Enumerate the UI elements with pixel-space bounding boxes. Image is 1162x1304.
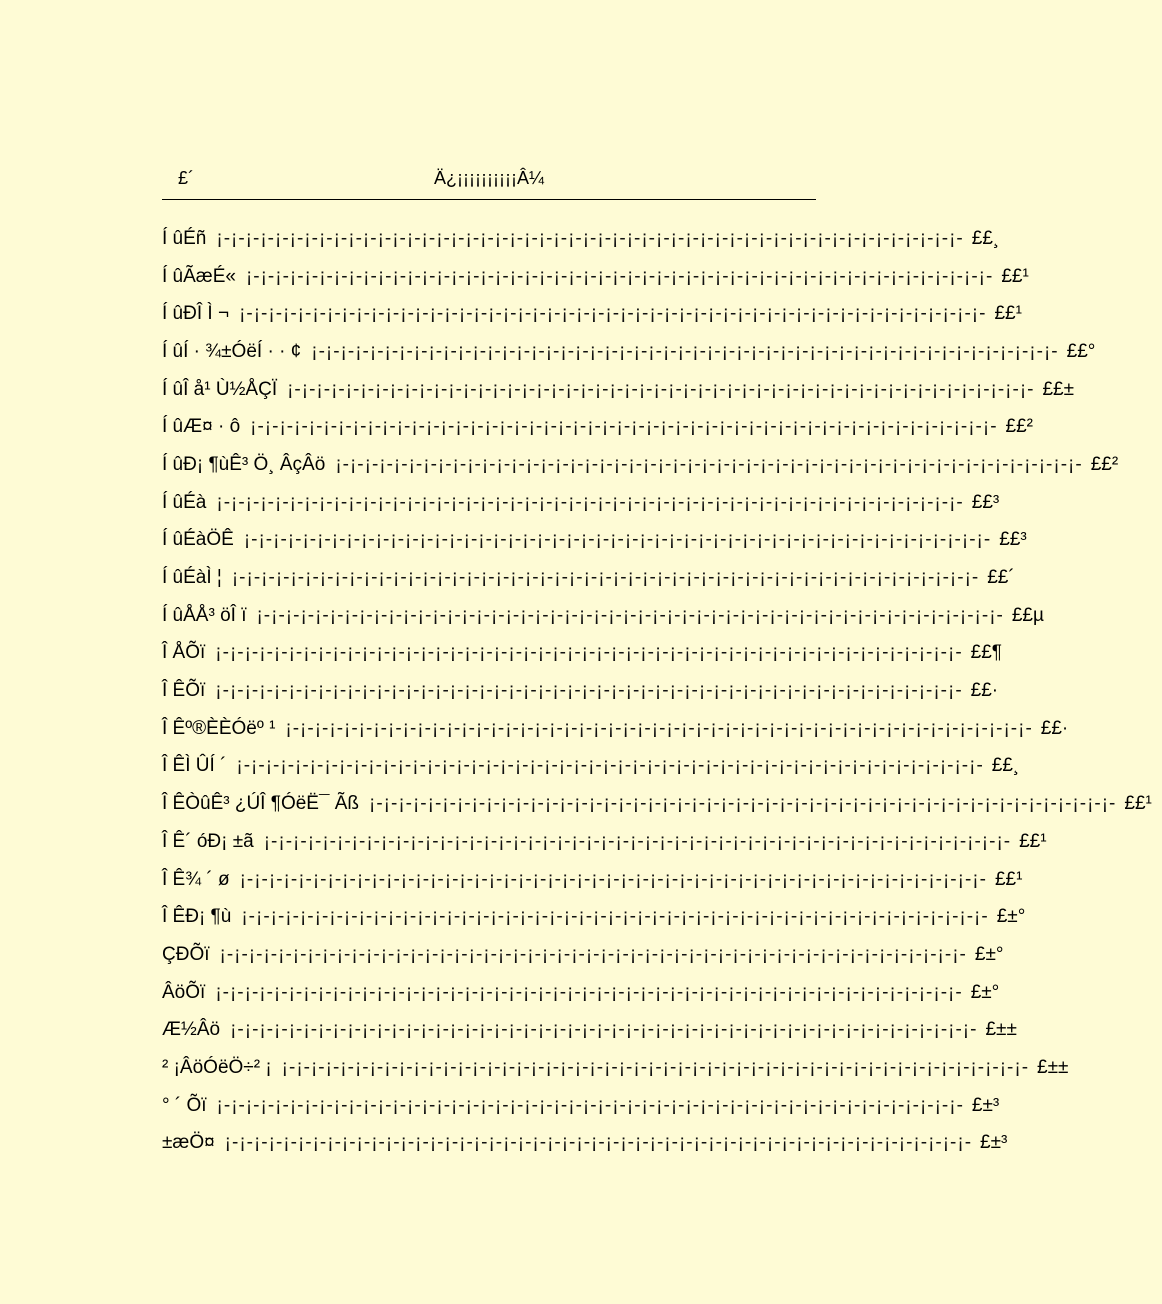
toc-leader: ¡-¡-¡-¡-¡-¡-¡-¡-¡-¡-¡-¡-¡-¡-¡-¡-¡-¡-¡-¡-¡-¡-¡-¡-¡-¡-¡-¡-¡-¡-¡-¡-¡-¡-¡-¡-¡-¡-¡-¡-¡-¡-¡-¡-¡-¡-¡-¡-¡-¡-¡- <box>263 830 1012 852</box>
toc-leader: ¡-¡-¡-¡-¡-¡-¡-¡-¡-¡-¡-¡-¡-¡-¡-¡-¡-¡-¡-¡-¡-¡-¡-¡-¡-¡-¡-¡-¡-¡-¡-¡-¡-¡-¡-¡-¡-¡-¡-¡-¡-¡-¡-¡-¡-¡-¡-¡-¡-¡-¡- <box>230 1019 978 1041</box>
toc-entry-page: ££¹ <box>1019 830 1047 852</box>
toc-entry <box>162 974 1000 1012</box>
toc-entry <box>162 371 1075 409</box>
toc-entry <box>162 672 999 710</box>
toc-entry-page: £±° <box>996 906 1026 928</box>
toc-leader: ¡-¡-¡-¡-¡-¡-¡-¡-¡-¡-¡-¡-¡-¡-¡-¡-¡-¡-¡-¡-¡-¡-¡-¡-¡-¡-¡-¡-¡-¡-¡-¡-¡-¡-¡-¡-¡-¡-¡-¡-¡-¡-¡-¡-¡-¡-¡-¡-¡-¡-¡- <box>335 453 1083 475</box>
toc-entry <box>162 1011 1017 1049</box>
toc-entry <box>162 522 1027 560</box>
toc-entry-page: £±³ <box>980 1132 1008 1154</box>
toc-entry-title: ° ´ Õï <box>162 1094 207 1116</box>
toc-entry-title: Í ûÐ¡ ¶ùÊ³ Ö¸ ÂçÂö <box>162 453 326 475</box>
toc-leader: ¡-¡-¡-¡-¡-¡-¡-¡-¡-¡-¡-¡-¡-¡-¡-¡-¡-¡-¡-¡-¡-¡-¡-¡-¡-¡-¡-¡-¡-¡-¡-¡-¡-¡-¡-¡-¡-¡-¡-¡-¡-¡-¡-¡-¡-¡-¡-¡-¡-¡-¡- <box>239 303 987 325</box>
toc-entry <box>162 785 1152 823</box>
toc-entry-title: ±æÖ¤ <box>162 1132 215 1154</box>
toc-entry <box>162 861 1023 899</box>
toc-leader: ¡-¡-¡-¡-¡-¡-¡-¡-¡-¡-¡-¡-¡-¡-¡-¡-¡-¡-¡-¡-¡-¡-¡-¡-¡-¡-¡-¡-¡-¡-¡-¡-¡-¡-¡-¡-¡-¡-¡-¡-¡-¡-¡-¡-¡-¡-¡-¡-¡-¡-¡- <box>215 680 963 702</box>
toc-entry-page: £±± <box>1037 1056 1069 1078</box>
toc-entry-title: Í ûÅÅ³ öÎ ï <box>162 604 247 626</box>
header-rule <box>162 199 816 200</box>
toc-leader: ¡-¡-¡-¡-¡-¡-¡-¡-¡-¡-¡-¡-¡-¡-¡-¡-¡-¡-¡-¡-¡-¡-¡-¡-¡-¡-¡-¡-¡-¡-¡-¡-¡-¡-¡-¡-¡-¡-¡-¡-¡-¡-¡-¡-¡-¡-¡-¡-¡-¡-¡- <box>256 604 1004 626</box>
toc-leader: ¡-¡-¡-¡-¡-¡-¡-¡-¡-¡-¡-¡-¡-¡-¡-¡-¡-¡-¡-¡-¡-¡-¡-¡-¡-¡-¡-¡-¡-¡-¡-¡-¡-¡-¡-¡-¡-¡-¡-¡-¡-¡-¡-¡-¡-¡-¡-¡-¡-¡-¡- <box>216 1094 964 1116</box>
toc-entry-page: £±± <box>985 1019 1017 1041</box>
toc-entry <box>162 446 1119 484</box>
toc-entry-page: ££µ <box>1011 604 1044 626</box>
toc-entry-title: Î ÊÒûÊ³ ¿ÚÎ ¶ÓëË¯ Ãß <box>162 793 360 815</box>
toc-leader: ¡-¡-¡-¡-¡-¡-¡-¡-¡-¡-¡-¡-¡-¡-¡-¡-¡-¡-¡-¡-¡-¡-¡-¡-¡-¡-¡-¡-¡-¡-¡-¡-¡-¡-¡-¡-¡-¡-¡-¡-¡-¡-¡-¡-¡-¡-¡-¡-¡-¡-¡- <box>216 227 964 249</box>
toc-entry <box>162 1087 1000 1125</box>
toc-leader: ¡-¡-¡-¡-¡-¡-¡-¡-¡-¡-¡-¡-¡-¡-¡-¡-¡-¡-¡-¡-¡-¡-¡-¡-¡-¡-¡-¡-¡-¡-¡-¡-¡-¡-¡-¡-¡-¡-¡-¡-¡-¡-¡-¡-¡-¡-¡-¡-¡-¡-¡- <box>239 868 987 890</box>
toc-entry <box>162 295 1022 333</box>
toc-entry-page: ££³ <box>999 529 1027 551</box>
toc-leader: ¡-¡-¡-¡-¡-¡-¡-¡-¡-¡-¡-¡-¡-¡-¡-¡-¡-¡-¡-¡-¡-¡-¡-¡-¡-¡-¡-¡-¡-¡-¡-¡-¡-¡-¡-¡-¡-¡-¡-¡-¡-¡-¡-¡-¡-¡-¡-¡-¡-¡-¡- <box>241 906 989 928</box>
toc-leader: ¡-¡-¡-¡-¡-¡-¡-¡-¡-¡-¡-¡-¡-¡-¡-¡-¡-¡-¡-¡-¡-¡-¡-¡-¡-¡-¡-¡-¡-¡-¡-¡-¡-¡-¡-¡-¡-¡-¡-¡-¡-¡-¡-¡-¡-¡-¡-¡-¡-¡-¡- <box>369 793 1117 815</box>
toc-entry-page: ££¸ <box>971 227 1000 249</box>
toc-entry-title: Î ÊÐ¡ ¶ù <box>162 906 232 928</box>
toc-entry-title: ² ¡ÂöÓëÖ÷² ¡ <box>162 1056 272 1078</box>
toc-leader: ¡-¡-¡-¡-¡-¡-¡-¡-¡-¡-¡-¡-¡-¡-¡-¡-¡-¡-¡-¡-¡-¡-¡-¡-¡-¡-¡-¡-¡-¡-¡-¡-¡-¡-¡-¡-¡-¡-¡-¡-¡-¡-¡-¡-¡-¡-¡-¡-¡-¡-¡- <box>287 378 1035 400</box>
toc-leader: ¡-¡-¡-¡-¡-¡-¡-¡-¡-¡-¡-¡-¡-¡-¡-¡-¡-¡-¡-¡-¡-¡-¡-¡-¡-¡-¡-¡-¡-¡-¡-¡-¡-¡-¡-¡-¡-¡-¡-¡-¡-¡-¡-¡-¡-¡-¡-¡-¡-¡-¡- <box>231 567 980 589</box>
toc-entry <box>162 1049 1069 1087</box>
toc-entry-page: ££· <box>1040 717 1069 739</box>
toc-leader: ¡-¡-¡-¡-¡-¡-¡-¡-¡-¡-¡-¡-¡-¡-¡-¡-¡-¡-¡-¡-¡-¡-¡-¡-¡-¡-¡-¡-¡-¡-¡-¡-¡-¡-¡-¡-¡-¡-¡-¡-¡-¡-¡-¡-¡-¡-¡-¡-¡-¡-¡- <box>216 491 964 513</box>
toc-entry <box>162 936 1004 974</box>
toc-entry-page: ££¹ <box>1124 793 1152 815</box>
toc-entry-title: ÂöÕï <box>162 981 206 1003</box>
toc-entry-page: ££° <box>1066 340 1096 362</box>
toc-leader: ¡-¡-¡-¡-¡-¡-¡-¡-¡-¡-¡-¡-¡-¡-¡-¡-¡-¡-¡-¡-¡-¡-¡-¡-¡-¡-¡-¡-¡-¡-¡-¡-¡-¡-¡-¡-¡-¡-¡-¡-¡-¡-¡-¡-¡-¡-¡-¡-¡-¡-¡- <box>243 529 992 551</box>
page-title: Ä¿¡¡¡¡¡¡¡¡¡¡Â¼ <box>434 168 544 188</box>
toc-entry <box>162 1125 1008 1163</box>
toc-entry-title: Î ÊÌ ÛÍ ´ <box>162 755 227 777</box>
toc-entry <box>162 710 1069 748</box>
toc-leader: ¡-¡-¡-¡-¡-¡-¡-¡-¡-¡-¡-¡-¡-¡-¡-¡-¡-¡-¡-¡-¡-¡-¡-¡-¡-¡-¡-¡-¡-¡-¡-¡-¡-¡-¡-¡-¡-¡-¡-¡-¡-¡-¡-¡-¡-¡-¡-¡-¡-¡-¡- <box>311 340 1059 362</box>
toc-entry-title: Î ÅÕï <box>162 642 206 664</box>
toc-entry-title: Î Êº®ÈÈÓëº ¹ <box>162 717 276 739</box>
page-number: £´ <box>178 168 195 188</box>
toc-entry-page: ££´ <box>987 567 1015 589</box>
toc-entry-page: ££¹ <box>994 868 1023 890</box>
toc-entry <box>162 220 1000 258</box>
toc-entry-page: ££± <box>1042 378 1075 400</box>
toc-entry-title: Í ûÃæÉ« <box>162 265 236 287</box>
toc-leader: ¡-¡-¡-¡-¡-¡-¡-¡-¡-¡-¡-¡-¡-¡-¡-¡-¡-¡-¡-¡-¡-¡-¡-¡-¡-¡-¡-¡-¡-¡-¡-¡-¡-¡-¡-¡-¡-¡-¡-¡-¡-¡-¡-¡-¡-¡-¡-¡-¡-¡-¡- <box>285 717 1033 739</box>
toc-entry <box>162 333 1096 371</box>
table-of-contents <box>162 220 1152 1162</box>
toc-entry-title: Í ûÉàÖÊ <box>162 529 234 551</box>
toc-entry-title: Í ûÆ¤ · ô <box>162 416 241 438</box>
toc-leader: ¡-¡-¡-¡-¡-¡-¡-¡-¡-¡-¡-¡-¡-¡-¡-¡-¡-¡-¡-¡-¡-¡-¡-¡-¡-¡-¡-¡-¡-¡-¡-¡-¡-¡-¡-¡-¡-¡-¡-¡-¡-¡-¡-¡-¡-¡-¡-¡-¡-¡-¡- <box>245 265 994 287</box>
toc-leader: ¡-¡-¡-¡-¡-¡-¡-¡-¡-¡-¡-¡-¡-¡-¡-¡-¡-¡-¡-¡-¡-¡-¡-¡-¡-¡-¡-¡-¡-¡-¡-¡-¡-¡-¡-¡-¡-¡-¡-¡-¡-¡-¡-¡-¡-¡-¡-¡-¡-¡-¡- <box>224 1132 973 1154</box>
toc-entry-page: £±° <box>970 981 1000 1003</box>
toc-entry-title: Æ½Âö <box>162 1019 221 1041</box>
toc-entry <box>162 484 1000 522</box>
toc-leader: ¡-¡-¡-¡-¡-¡-¡-¡-¡-¡-¡-¡-¡-¡-¡-¡-¡-¡-¡-¡-¡-¡-¡-¡-¡-¡-¡-¡-¡-¡-¡-¡-¡-¡-¡-¡-¡-¡-¡-¡-¡-¡-¡-¡-¡-¡-¡-¡-¡-¡-¡- <box>215 642 963 664</box>
page-header <box>162 164 816 200</box>
toc-entry-title: Í ûÍ · ¾±ÓëÍ · · ¢ <box>162 340 302 362</box>
toc-entry-title: Í ûÐÎ Ì ¬ <box>162 303 230 325</box>
toc-entry-page: ££² <box>1090 453 1119 475</box>
toc-entry-title: Î Ê´ óÐ¡ ±ã <box>162 830 254 852</box>
toc-entry <box>162 408 1033 446</box>
toc-entry <box>162 898 1026 936</box>
toc-entry <box>162 748 1020 786</box>
toc-entry-title: Í ûÎ å¹ Ù½ÅÇÏ <box>162 378 278 400</box>
toc-entry-page: ££² <box>1005 416 1033 438</box>
toc-entry-title: Í ûÉàÌ ¦ <box>162 567 222 589</box>
toc-entry-page: ££¶ <box>970 642 1003 664</box>
toc-entry <box>162 823 1047 861</box>
toc-entry <box>162 559 1015 597</box>
toc-entry-page: £±³ <box>971 1094 1000 1116</box>
toc-leader: ¡-¡-¡-¡-¡-¡-¡-¡-¡-¡-¡-¡-¡-¡-¡-¡-¡-¡-¡-¡-¡-¡-¡-¡-¡-¡-¡-¡-¡-¡-¡-¡-¡-¡-¡-¡-¡-¡-¡-¡-¡-¡-¡-¡-¡-¡-¡-¡-¡-¡-¡- <box>219 943 967 965</box>
toc-leader: ¡-¡-¡-¡-¡-¡-¡-¡-¡-¡-¡-¡-¡-¡-¡-¡-¡-¡-¡-¡-¡-¡-¡-¡-¡-¡-¡-¡-¡-¡-¡-¡-¡-¡-¡-¡-¡-¡-¡-¡-¡-¡-¡-¡-¡-¡-¡-¡-¡-¡-¡- <box>281 1056 1030 1078</box>
toc-entry-page: ££· <box>970 680 999 702</box>
toc-entry-page: £±° <box>974 943 1004 965</box>
toc-entry <box>162 258 1029 296</box>
toc-entry-page: ££¹ <box>994 303 1022 325</box>
toc-entry-title: Í ûÉà <box>162 491 207 513</box>
toc-entry-title: ÇÐÕï <box>162 943 210 965</box>
toc-leader: ¡-¡-¡-¡-¡-¡-¡-¡-¡-¡-¡-¡-¡-¡-¡-¡-¡-¡-¡-¡-¡-¡-¡-¡-¡-¡-¡-¡-¡-¡-¡-¡-¡-¡-¡-¡-¡-¡-¡-¡-¡-¡-¡-¡-¡-¡-¡-¡-¡-¡-¡- <box>250 416 998 438</box>
toc-entry <box>162 597 1044 635</box>
toc-entry-title: Î Ê¾ ´ ø <box>162 868 230 890</box>
toc-entry-page: ££¹ <box>1001 265 1029 287</box>
toc-entry-page: ££³ <box>971 491 1000 513</box>
toc-leader: ¡-¡-¡-¡-¡-¡-¡-¡-¡-¡-¡-¡-¡-¡-¡-¡-¡-¡-¡-¡-¡-¡-¡-¡-¡-¡-¡-¡-¡-¡-¡-¡-¡-¡-¡-¡-¡-¡-¡-¡-¡-¡-¡-¡-¡-¡-¡-¡-¡-¡-¡- <box>215 981 963 1003</box>
toc-entry <box>162 635 1003 673</box>
toc-entry-title: Í ûÉñ <box>162 227 207 249</box>
toc-entry-page: ££¸ <box>991 755 1020 777</box>
toc-entry-title: Î ÊÕï <box>162 680 206 702</box>
toc-leader: ¡-¡-¡-¡-¡-¡-¡-¡-¡-¡-¡-¡-¡-¡-¡-¡-¡-¡-¡-¡-¡-¡-¡-¡-¡-¡-¡-¡-¡-¡-¡-¡-¡-¡-¡-¡-¡-¡-¡-¡-¡-¡-¡-¡-¡-¡-¡-¡-¡-¡-¡- <box>236 755 984 777</box>
